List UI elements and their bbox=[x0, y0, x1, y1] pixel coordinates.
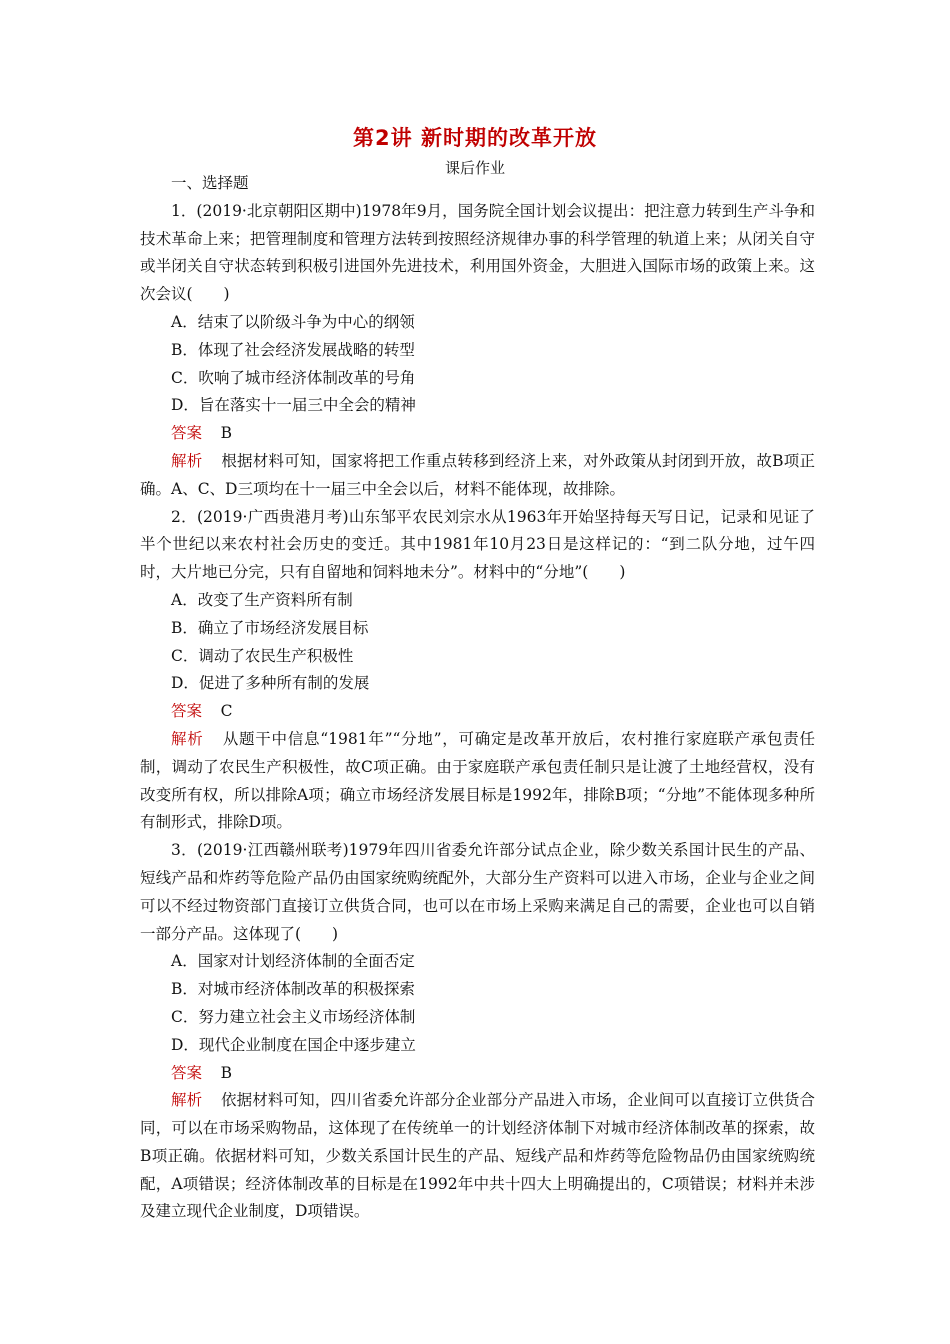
question-stem: 3．(2019·江西赣州联考)1979年四川省委允许部分试点企业，除少数关系国计民生的产品、短线产品和炸药等危险产品仍由国家统购统配外，大部分生产资料可以进入市场，企业与企业之间可以不经过物资部门直接订立供货合同，也可以在市场上采购来满足自己的需要，企业也可以自销一部分产品。这体现了( ) bbox=[140, 841, 815, 943]
option-b: B．体现了社会经济发展战略的转型 bbox=[171, 340, 415, 359]
question-block bbox=[140, 198, 815, 504]
option-a: A．结束了以阶级斗争为中心的纲领 bbox=[171, 312, 415, 331]
page-subtitle: 课后作业 bbox=[444, 159, 505, 177]
analysis-paragraph bbox=[140, 448, 815, 504]
question-stem: 2．(2019·广西贵港月考)山东邹平农民刘宗水从1963年开始坚持每天写日记，记录和见证了半个世纪以来农村社会历史的变迁。其中1981年10月23日是这样记的：“到二队分地，过午四时，大片地已分完，只有自留地和饲料地未分”。材料中的“分地”( ) bbox=[140, 507, 815, 582]
answer-line bbox=[140, 420, 815, 448]
analysis-text: 依据材料可知，四川省委允许部分企业部分产品进入市场，企业间可以直接订立供货合同，可以在市场采购物品，这体现了在传统单一的计划经济体制下对城市经济体制改革的探索，故B项正确。依据材料可知，少数关系国计民生的产品、短线产品和炸药等危险物品仍由国家统购统配，A项错误；经济体制改革的目标是在1992年中共十四大上明确提出的，C项错误；材料并未涉及建立现代企业制度，D项错误。 bbox=[140, 1091, 815, 1221]
page-title: 第2讲 新时期的改革开放 bbox=[353, 126, 597, 150]
answer-label: 答案 bbox=[171, 702, 203, 721]
option-c: C．吹响了城市经济体制改革的号角 bbox=[171, 368, 416, 387]
option-c: C．调动了农民生产积极性 bbox=[171, 646, 354, 665]
option-b: B．对城市经济体制改革的积极探索 bbox=[171, 980, 415, 999]
answer-label: 答案 bbox=[171, 424, 203, 443]
option-d: D．现代企业制度在国企中逐步建立 bbox=[171, 1035, 416, 1054]
answer-label: 答案 bbox=[171, 1063, 203, 1082]
analysis-text: 根据材料可知，国家将把工作重点转移到经济上来，对外政策从封闭到开放，故B项正确。A、C、D三项均在十一届三中全会以后，材料不能体现，故排除。 bbox=[140, 451, 815, 498]
analysis-label: 解析 bbox=[171, 451, 203, 470]
analysis-text: 从题干中信息“1981年”“分地”，可确定是改革开放后，农村推行家庭联产承包责任制，调动了农民生产积极性，故C项正确。由于家庭联产承包责任制只是让渡了土地经营权，没有改变所有权，所以排除A项；确立市场经济发展目标是1992年，排除B项；“分地”不能体现多种所有制形式，排除D项。 bbox=[140, 729, 815, 832]
option-c: C．努力建立社会主义市场经济体制 bbox=[171, 1007, 416, 1026]
answer-line bbox=[140, 698, 815, 726]
option-a: A．改变了生产资料所有制 bbox=[171, 590, 353, 609]
option-d: D．旨在落实十一届三中全会的精神 bbox=[171, 396, 416, 415]
answer-value: B bbox=[220, 424, 232, 443]
question-stem: 1．(2019·北京朝阳区期中)1978年9月，国务院全国计划会议提出：把注意力转到生产斗争和技术革命上来；把管理制度和管理方法转到按照经济规律办事的科学管理的轨道上来；从闭关自守或半闭关自守状态转到积极引进国外先进技术，利用国外资金，大胆进入国际市场的政策上来。这次会议( ) bbox=[140, 201, 815, 304]
question-block bbox=[140, 837, 815, 1226]
option-d: D．促进了多种所有制的发展 bbox=[171, 674, 370, 693]
option-a: A．国家对计划经济体制的全面否定 bbox=[171, 952, 415, 971]
analysis-label: 解析 bbox=[171, 729, 204, 748]
section-heading: 一、选择题 bbox=[171, 174, 249, 192]
answer-value: C bbox=[220, 702, 233, 721]
answer-value: B bbox=[220, 1063, 232, 1082]
analysis-label: 解析 bbox=[171, 1091, 203, 1110]
analysis-paragraph bbox=[140, 726, 815, 837]
document-body bbox=[140, 170, 815, 1226]
option-b: B．确立了市场经济发展目标 bbox=[171, 618, 369, 637]
answer-line bbox=[140, 1060, 815, 1088]
question-block bbox=[140, 504, 815, 838]
analysis-paragraph bbox=[140, 1087, 815, 1226]
